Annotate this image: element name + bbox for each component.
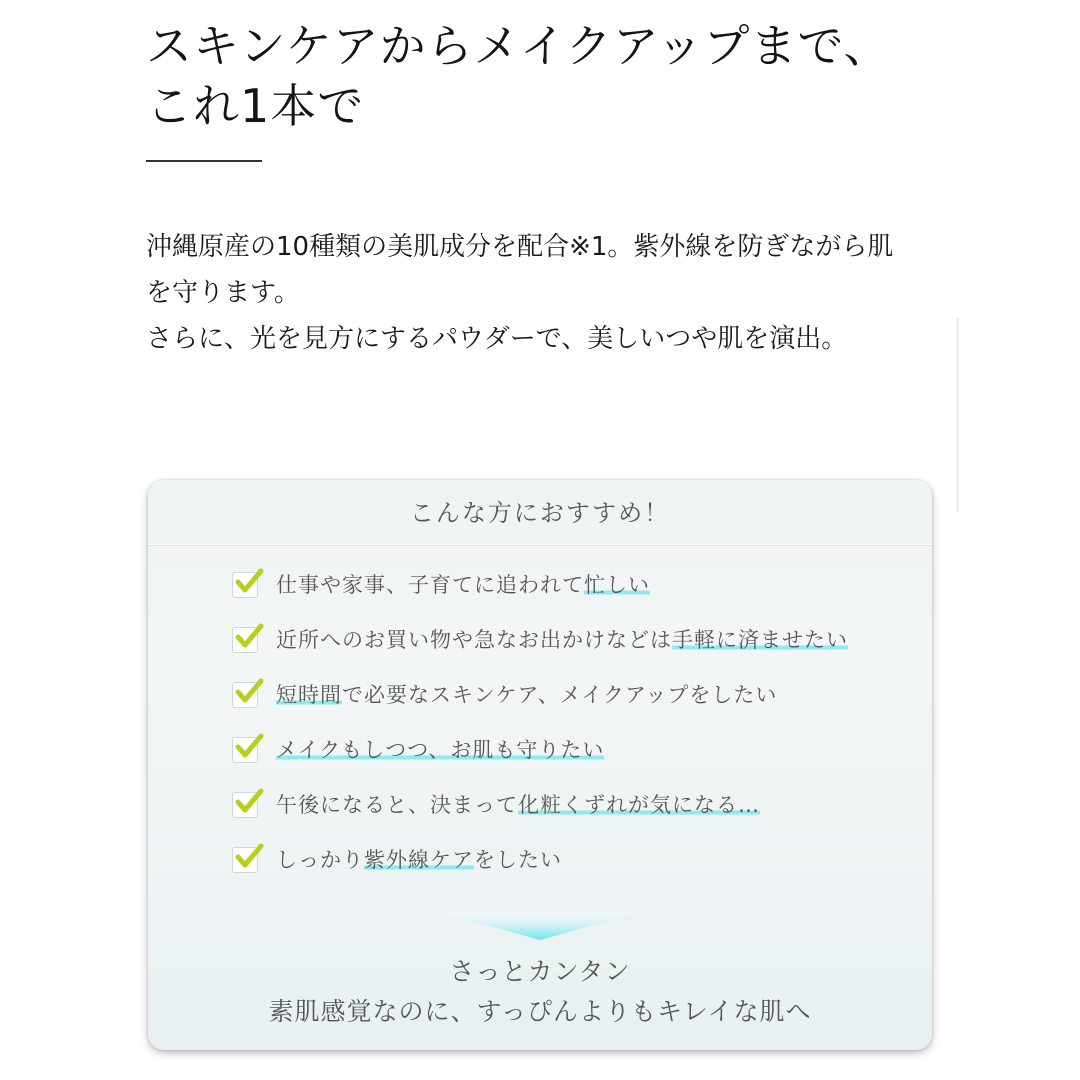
check-icon bbox=[232, 792, 258, 818]
headline-line-1: スキンケアからメイクアップまで、 bbox=[146, 19, 891, 73]
headline bbox=[146, 16, 1046, 136]
card-divider bbox=[148, 544, 932, 545]
chevron-down-icon bbox=[440, 912, 640, 942]
checklist-item-text bbox=[276, 568, 650, 602]
description-line-3: さらに、光を見方にするパウダーで、美しいつや肌を演出。 bbox=[146, 324, 848, 354]
item-text-highlight: 紫外線ケア bbox=[364, 848, 474, 872]
divider bbox=[146, 160, 262, 162]
check-icon bbox=[232, 627, 258, 653]
summary bbox=[148, 952, 932, 1032]
item-text-highlight: メイクもしつつ、お肌も守りたい bbox=[276, 738, 605, 762]
item-text-highlight: 短時間 bbox=[276, 683, 342, 707]
check-icon bbox=[232, 572, 258, 598]
checklist-item-text bbox=[276, 678, 777, 712]
item-text-highlight: 化粧くずれが気になる… bbox=[518, 793, 760, 817]
description-line-2: を守ります。 bbox=[146, 278, 300, 308]
scrollbar[interactable] bbox=[956, 318, 959, 512]
check-icon bbox=[232, 847, 258, 873]
card-title: こんな方におすすめ！ bbox=[409, 499, 671, 527]
recommendation-card bbox=[148, 480, 932, 1050]
item-text-plain: しっかり bbox=[276, 848, 364, 872]
description-line-1: 沖縄原産の10種類の美肌成分を配合※1。紫外線を防ぎながら肌 bbox=[146, 232, 894, 262]
item-text-plain: 仕事や家事、子育てに追われて bbox=[276, 573, 584, 597]
checklist-item-text bbox=[276, 843, 562, 877]
summary-line-1: さっとカンタン bbox=[449, 957, 631, 986]
item-text-plain: で必要なスキンケア、メイクアップをしたい bbox=[342, 683, 778, 707]
item-text-plain: 午後になると、決まって bbox=[276, 793, 518, 817]
summary-line-2: 素肌感覚なのに、すっぴんよりもキレイな肌へ bbox=[268, 997, 812, 1026]
check-icon bbox=[232, 737, 258, 763]
checklist-item-text bbox=[276, 623, 848, 657]
description bbox=[146, 224, 966, 362]
item-text-plain: をしたい bbox=[474, 848, 562, 872]
check-icon bbox=[232, 682, 258, 708]
item-text-highlight: 手軽に済ませたい bbox=[672, 628, 848, 652]
item-text-highlight: 忙しい bbox=[584, 573, 650, 597]
checklist-item-text bbox=[276, 788, 760, 822]
item-text-plain: 近所へのお買い物や急なお出かけなどは bbox=[276, 628, 672, 652]
headline-line-2: これ1本で bbox=[146, 79, 365, 133]
checklist-item-text bbox=[276, 733, 604, 767]
